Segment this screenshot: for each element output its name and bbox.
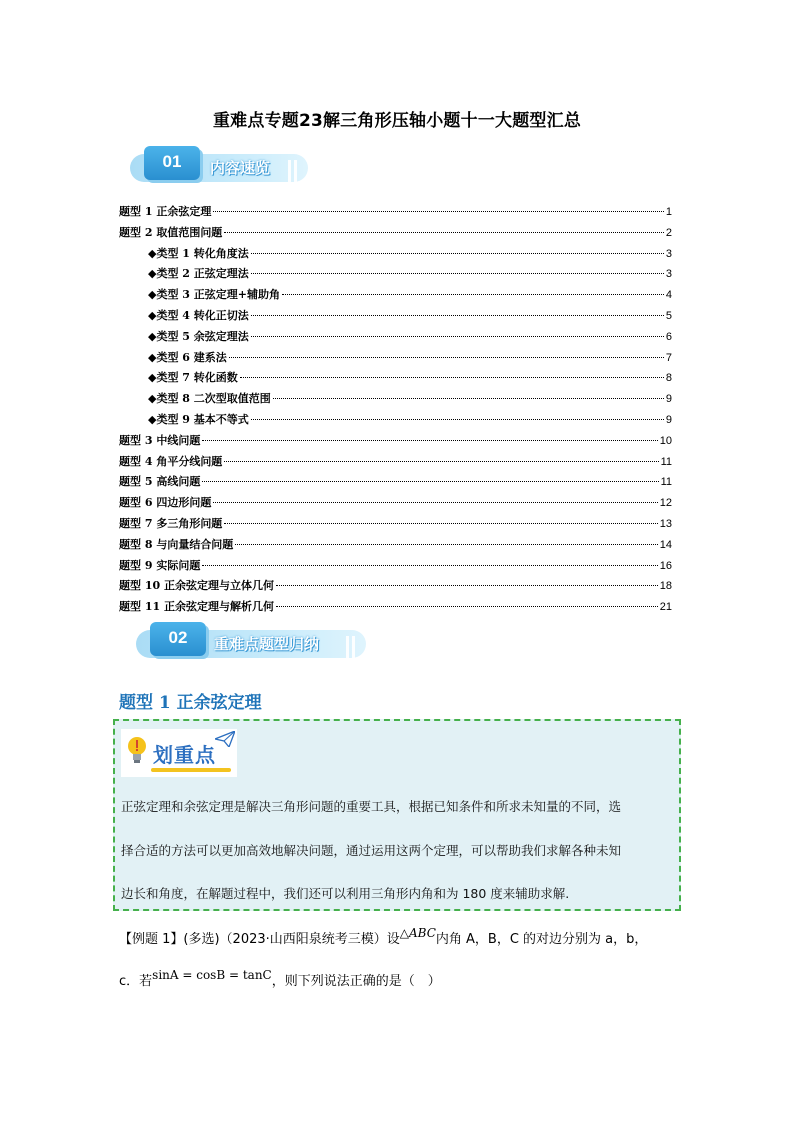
toc-entry[interactable]	[119, 204, 672, 220]
toc-entry[interactable]	[148, 287, 672, 303]
toc-entry-title: ◆类型 9 基本不等式	[148, 413, 249, 426]
toc-leader-dots	[251, 273, 664, 274]
toc-entry-title: ◆类型 4 转化正切法	[148, 309, 249, 322]
example-prefix: c．若	[119, 974, 153, 989]
toc-entry[interactable]	[119, 558, 672, 574]
note-line-2: 择合适的方法可以更加高效地解决问题，通过运用这两个定理，可以帮助我们求解各种未知	[121, 843, 622, 858]
toc-page-number: 6	[665, 330, 672, 343]
lightbulb-icon	[125, 735, 149, 765]
key-points-box	[113, 719, 681, 911]
toc-page-number: 11	[660, 455, 672, 468]
toc-entry-title: 题型 8 与向量结合问题	[119, 537, 234, 551]
toc-entry-title: 题型 7 多三角形问题	[119, 517, 223, 530]
toc-leader-dots	[276, 606, 658, 607]
banner-number: 02	[150, 622, 206, 656]
toc-entry-title: ◆类型 3 正弦定理+辅助角	[148, 288, 280, 302]
toc-entry[interactable]	[148, 391, 672, 407]
toc-page-number: 3	[665, 247, 672, 260]
note-line-1: 正弦定理和余弦定理是解决三角形问题的重要工具，根据已知条件和所求未知量的不同，选	[121, 799, 622, 814]
toc-leader-dots	[213, 211, 664, 212]
toc-page-number: 8	[665, 372, 672, 385]
toc-leader-dots	[213, 502, 657, 503]
toc-entry[interactable]	[148, 412, 672, 428]
toc-entry[interactable]	[119, 225, 672, 241]
toc-page-number: 12	[659, 497, 672, 510]
section-banner-types	[136, 622, 368, 664]
toc-page-number: 11	[660, 476, 672, 489]
toc-page-number: 16	[659, 559, 672, 572]
toc-page-number: 1	[665, 206, 672, 218]
toc-page-number: 18	[659, 580, 672, 593]
toc-entry[interactable]	[119, 599, 672, 615]
paper-plane-icon	[215, 731, 235, 747]
banner-label: 重难点题型归纳	[214, 635, 320, 653]
toc-entry-title: ◆类型 7 转化函数	[148, 371, 238, 385]
toc-entry-title: ◆类型 6 建系法	[148, 350, 227, 364]
toc-entry-title: 题型 10 正余弦定理与立体几何	[119, 579, 274, 593]
triangle-name: ABC	[409, 926, 436, 940]
toc-entry-title: ◆类型 8 二次型取值范围	[148, 392, 271, 406]
toc-page-number: 9	[665, 393, 672, 406]
toc-entry-title: 题型 3 中线问题	[119, 433, 201, 447]
toc-page-number: 7	[665, 351, 672, 364]
triangle-symbol: △	[399, 926, 409, 940]
toc-entry[interactable]	[119, 537, 672, 553]
toc-leader-dots	[240, 377, 664, 378]
toc-entry-title: ◆类型 5 余弦定理法	[148, 329, 249, 343]
toc-leader-dots	[273, 398, 664, 399]
toc-entry-title: ◆类型 1 转化角度法	[148, 246, 249, 260]
toc-entry-title: 题型 1 正余弦定理	[119, 205, 212, 218]
toc-entry-title: ◆类型 2 正弦定理法	[148, 267, 249, 281]
toc-entry[interactable]	[119, 454, 672, 470]
example-formula: sinA = cosB = tanC	[152, 968, 272, 982]
toc-entry[interactable]	[119, 495, 672, 511]
toc-leader-dots	[251, 315, 664, 316]
toc-leader-dots	[282, 294, 664, 295]
toc-leader-dots	[276, 585, 658, 586]
toc-page-number: 13	[659, 518, 672, 530]
toc-entry-title: 题型 5 高线问题	[119, 475, 201, 489]
toc-page-number: 10	[659, 434, 672, 447]
toc-entry-title: 题型 2 取值范围问题	[119, 225, 223, 239]
toc-page-number: 14	[659, 538, 672, 551]
toc-entry[interactable]	[148, 308, 672, 324]
toc-entry[interactable]	[148, 246, 672, 262]
toc-leader-dots	[202, 481, 658, 482]
toc-page-number: 4	[665, 289, 672, 302]
section-banner-contents	[130, 146, 310, 188]
highlight-badge-text: 划重点	[153, 743, 216, 767]
toc-entry[interactable]	[119, 433, 672, 449]
banner-label: 内容速览	[210, 159, 271, 177]
example-intro: 【例题 1】(多选)（2023·山西阳泉统考三模）设	[119, 932, 400, 947]
note-line-3: 边长和角度，在解题过程中，我们还可以利用三角形内角和为 180 度来辅助求解.	[121, 886, 570, 901]
toc-leader-dots	[224, 232, 664, 233]
toc-entry[interactable]	[119, 516, 672, 532]
toc-leader-dots	[251, 336, 664, 337]
document-title: 重难点专题23解三角形压轴小题十一大题型汇总	[212, 111, 582, 131]
toc-entry[interactable]	[148, 329, 672, 345]
example-question: ，则下列说法正确的是（ ）	[271, 974, 441, 989]
example-line-1	[119, 928, 647, 947]
toc-page-number: 9	[665, 414, 672, 426]
toc-entry-title: 题型 4 角平分线问题	[119, 454, 223, 468]
section-heading: 题型 1 正余弦定理	[119, 693, 262, 713]
highlight-badge	[121, 729, 237, 777]
toc-page-number: 2	[665, 226, 672, 239]
toc-entry-title: 题型 9 实际问题	[119, 558, 201, 572]
toc-entry[interactable]	[148, 370, 672, 386]
toc-entry-title: 题型 6 四边形问题	[119, 496, 212, 510]
toc-leader-dots	[202, 565, 657, 566]
example-line-2	[119, 970, 441, 989]
toc-entry[interactable]	[148, 266, 672, 282]
toc-entry[interactable]	[148, 350, 672, 366]
toc-entry[interactable]	[119, 578, 672, 594]
toc-page-number: 21	[659, 601, 672, 614]
toc-leader-dots	[251, 419, 664, 420]
toc-leader-dots	[251, 253, 664, 254]
toc-page-number: 3	[665, 268, 672, 281]
toc-entry-title: 题型 11 正余弦定理与解析几何	[119, 600, 274, 614]
toc-leader-dots	[229, 357, 664, 358]
toc-leader-dots	[224, 461, 658, 462]
toc-leader-dots	[235, 544, 657, 545]
toc-page-number: 5	[665, 310, 672, 322]
toc-leader-dots	[224, 523, 657, 524]
toc-entry[interactable]	[119, 474, 672, 490]
banner-number: 01	[144, 146, 200, 180]
toc-leader-dots	[202, 440, 657, 441]
example-text: 内角 A，B，C 的对边分别为 a，b，	[435, 932, 648, 947]
